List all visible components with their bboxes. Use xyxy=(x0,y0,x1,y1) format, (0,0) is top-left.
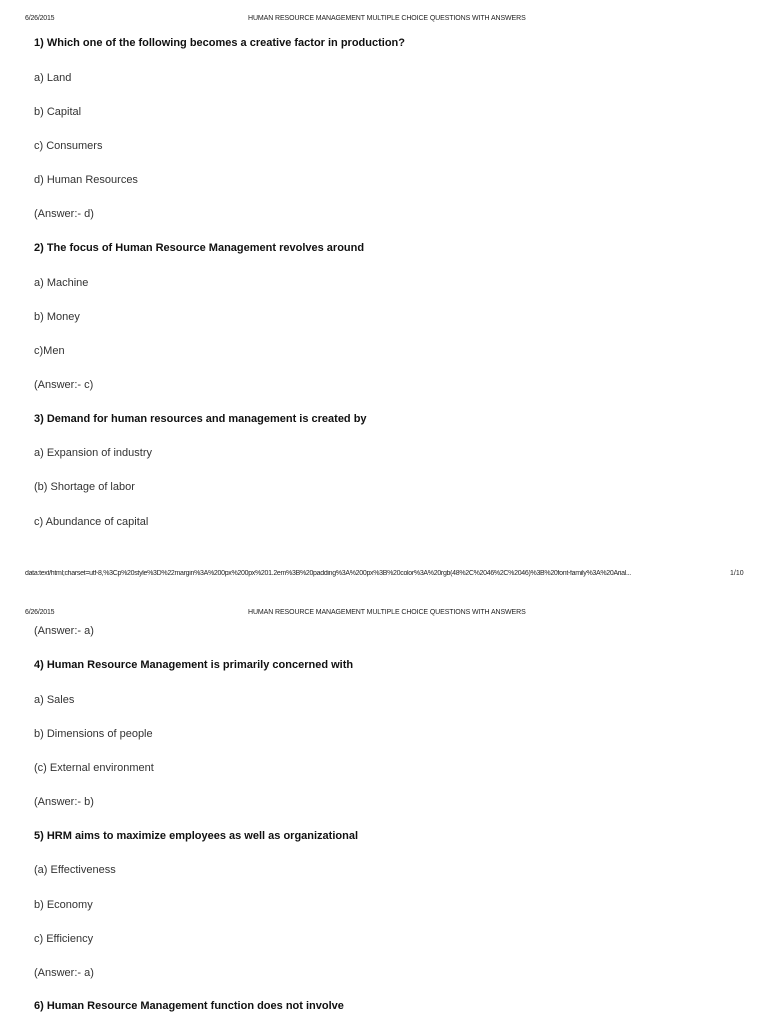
option-1b: b) Capital xyxy=(34,106,82,118)
option-3b: (b) Shortage of labor xyxy=(34,481,135,493)
page-header xyxy=(0,11,768,25)
question-6: 6) Human Resource Management function does not involve xyxy=(34,1000,344,1012)
answer-5: (Answer:- a) xyxy=(34,967,94,979)
option-5c: c) Efficiency xyxy=(34,933,94,945)
header-date: 6/26/2015 xyxy=(25,609,55,616)
option-3a: a) Expansion of industry xyxy=(34,447,153,459)
page-number: 1/10 xyxy=(730,570,744,577)
option-1c: c) Consumers xyxy=(34,140,103,152)
answer-1: (Answer:- d) xyxy=(34,208,94,220)
page-footer xyxy=(0,567,768,581)
question-5: 5) HRM aims to maximize employees as well as organizational xyxy=(34,830,359,842)
header-title: HUMAN RESOURCE MANAGEMENT MULTIPLE CHOICE QUESTIONS WITH ANSWERS xyxy=(248,15,526,22)
header-title: HUMAN RESOURCE MANAGEMENT MULTIPLE CHOICE QUESTIONS WITH ANSWERS xyxy=(248,609,526,616)
option-1a: a) Land xyxy=(34,72,72,84)
option-4b: b) Dimensions of people xyxy=(34,728,153,740)
question-4: 4) Human Resource Management is primarily concerned with xyxy=(34,659,354,671)
option-4c: (c) External environment xyxy=(34,762,154,774)
answer-4: (Answer:- b) xyxy=(34,796,94,808)
question-1: 1) Which one of the following becomes a creative factor in production? xyxy=(34,37,405,49)
option-2a: a) Machine xyxy=(34,277,89,289)
option-4a: a) Sales xyxy=(34,694,75,706)
question-2: 2) The focus of Human Resource Management revolves around xyxy=(34,242,365,254)
answer-3: (Answer:- a) xyxy=(34,625,94,637)
footer-url: data:text/html;charset=utf-8,%3Cp%20style%3D%22margin%3A%200px%200px%201.2em%3B%20padding%3A%200px%3B%20color%3A%20rgb(48%2C%2046%2C%2046)%3B%20font-family%3A%20Arial... xyxy=(25,570,631,577)
option-3c: c) Abundance of capital xyxy=(34,516,149,528)
option-5b: b) Economy xyxy=(34,899,93,911)
option-2b: b) Money xyxy=(34,311,80,323)
page-header xyxy=(0,605,768,619)
option-5a: (a) Effectiveness xyxy=(34,864,116,876)
option-1d: d) Human Resources xyxy=(34,174,138,186)
header-date: 6/26/2015 xyxy=(25,15,55,22)
question-3: 3) Demand for human resources and management is created by xyxy=(34,413,367,425)
option-2c: c)Men xyxy=(34,345,65,357)
answer-2: (Answer:- c) xyxy=(34,379,94,391)
